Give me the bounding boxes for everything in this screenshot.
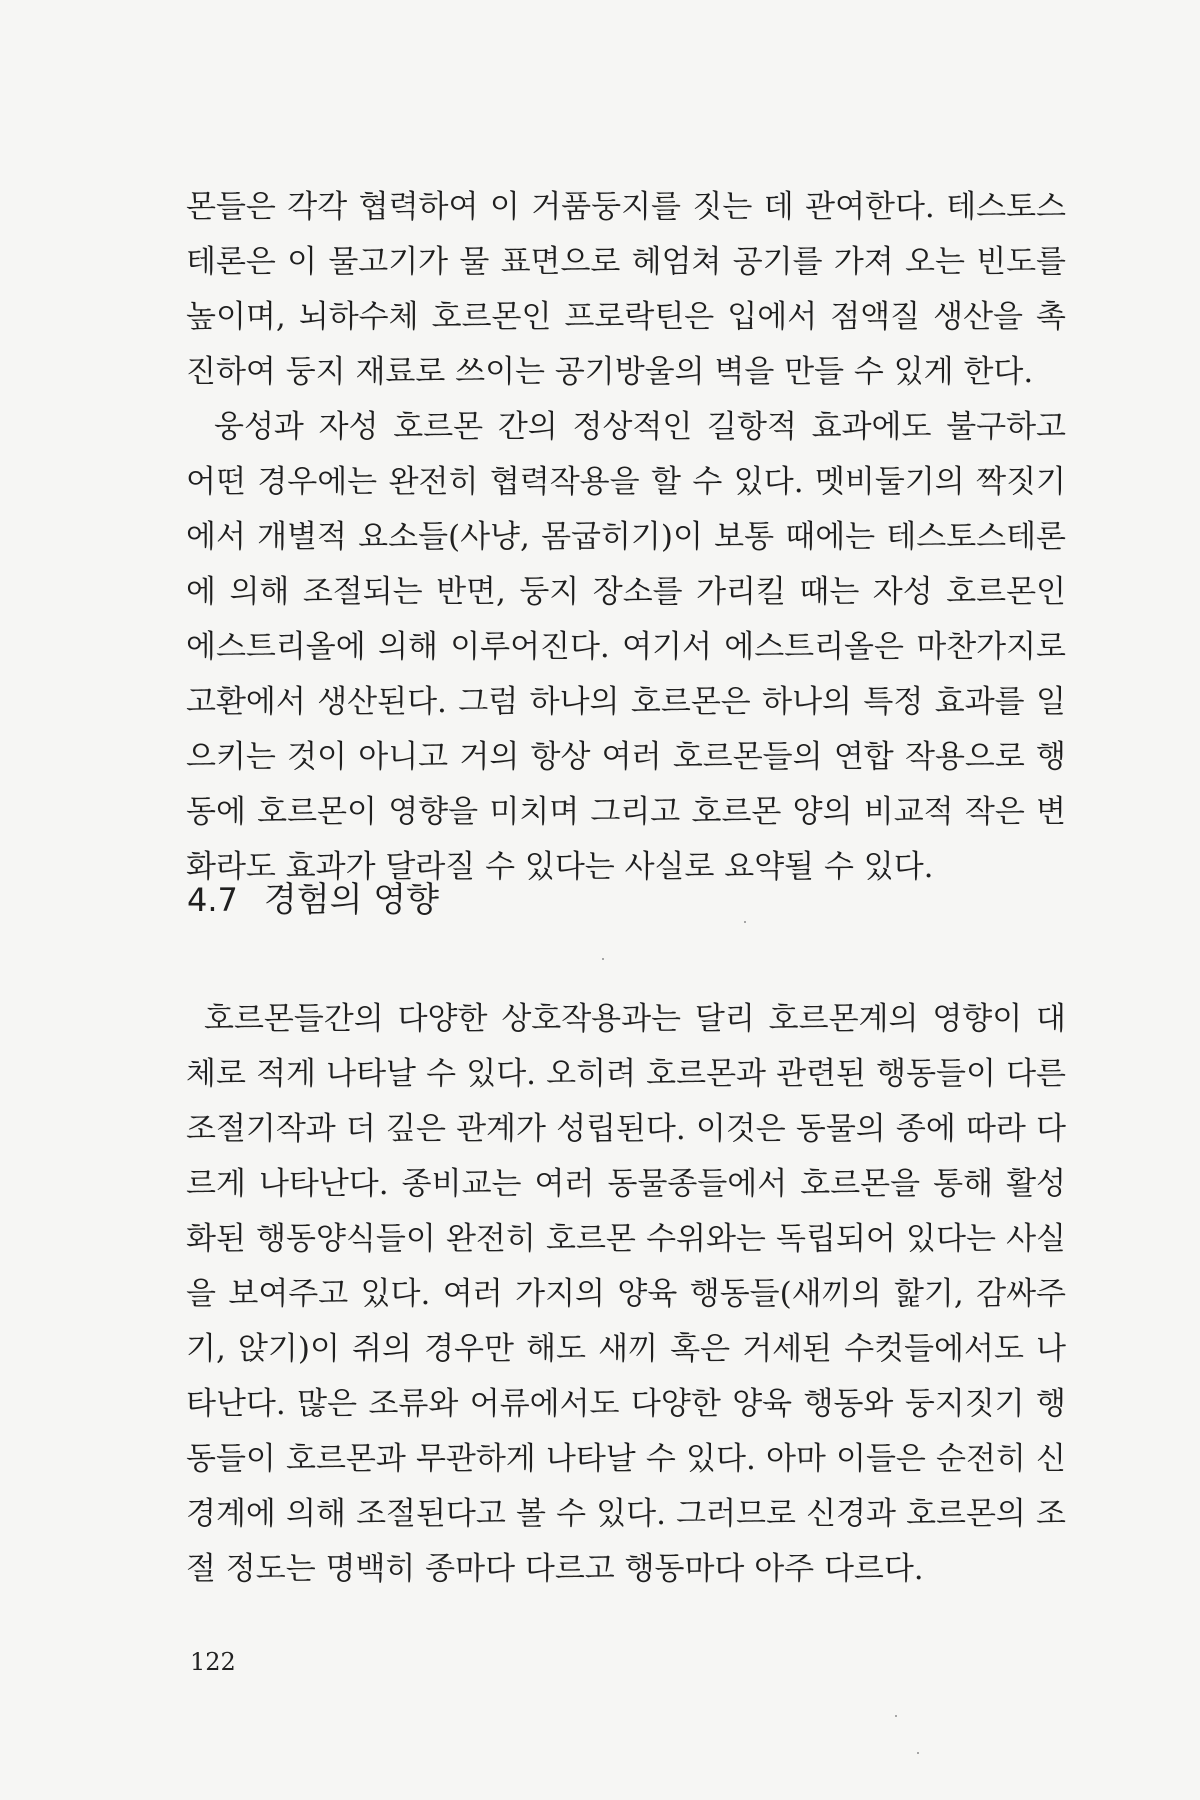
section-title: 경험의 영향	[263, 880, 439, 920]
paragraph-text: 몬들은 각각 협력하여 이 거품둥지를 짓는 데 관여한다. 테스토스테론은 이 물고기가 물 표면으로 헤엄쳐 공기를 가져 오는 빈도를 높이며, 뇌하수체 호르몬인 프로락틴은 입에서 점액질 생산을 촉진하여 둥지 재료로 쓰이는 공기방울의 벽을 만들 수 있게 한다.	[186, 189, 1066, 390]
section-number: 4.7	[187, 881, 238, 919]
scan-speck	[895, 1715, 897, 1717]
page-number: 122	[190, 1648, 236, 1676]
body-paragraph	[186, 180, 1066, 400]
scan-speck	[917, 1752, 919, 1754]
body-paragraph	[186, 992, 1066, 1597]
body-paragraph	[186, 400, 1066, 895]
section-heading	[187, 875, 439, 925]
scan-speck	[744, 921, 746, 923]
paragraph-text: 호르몬들간의 다양한 상호작용과는 달리 호르몬계의 영향이 대체로 적게 나타날 수 있다. 오히려 호르몬과 관련된 행동들이 다른 조절기작과 더 깊은 관계가 성립된다. 이것은 동물의 종에 따라 다르게 나타난다. 종비교는 여러 동물종들에서 호르몬을 통해 활성화된 행동양식들이 완전히 호르몬 수위와는 독립되어 있다는 사실을 보여주고 있다. 여러 가지의 양육 행동들(새끼의 핥기, 감싸주기, 앉기)이 쥐의 경우만 해도 새끼 혹은 거세된 수컷들에서도 나타난다. 많은 조류와 어류에서도 다양한 양육 행동와 둥지짓기 행동들이 호르몬과 무관하게 나타날 수 있다. 아마 이들은 순전히 신경계에 의해 조절된다고 볼 수 있다. 그러므로 신경과 호르몬의 조절 정도는 명백히 종마다 다르고 행동마다 아주 다르다.	[186, 1001, 1066, 1587]
scan-speck	[602, 958, 604, 960]
paragraph-text: 웅성과 자성 호르몬 간의 정상적인 길항적 효과에도 불구하고 어떤 경우에는 완전히 협력작용을 할 수 있다. 멧비둘기의 짝짓기에서 개별적 요소들(사냥, 몸굽히기)이 보통 때에는 테스토스테론에 의해 조절되는 반면, 둥지 장소를 가리킬 때는 자성 호르몬인 에스트리올에 의해 이루어진다. 여기서 에스트리올은 마찬가지로 고환에서 생산된다. 그럼 하나의 호르몬은 하나의 특정 효과를 일으키는 것이 아니고 거의 항상 여러 호르몬들의 연합 작용으로 행동에 호르몬이 영향을 미치며 그리고 호르몬 양의 비교적 작은 변화라도 효과가 달라질 수 있다는 사실로 요약될 수 있다.	[186, 409, 1066, 885]
